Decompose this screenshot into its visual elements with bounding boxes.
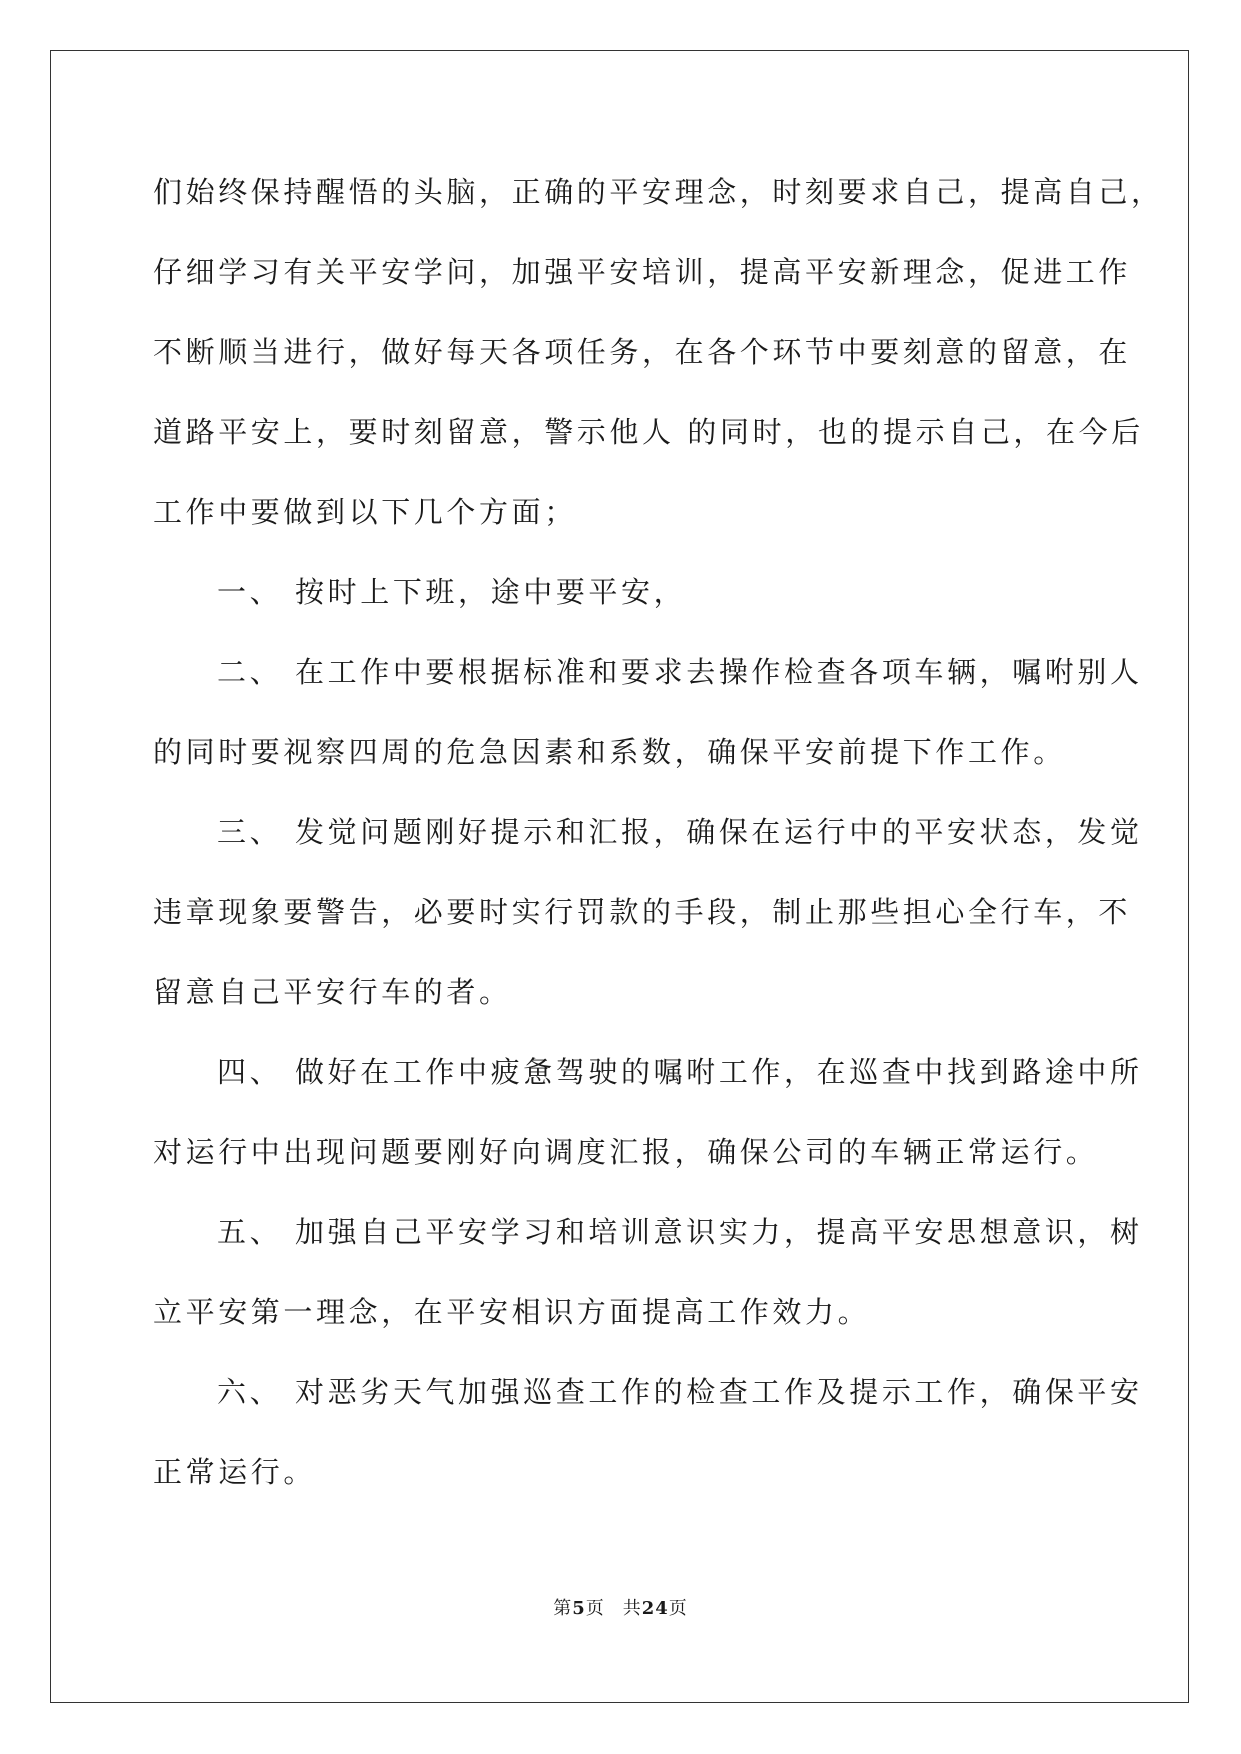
page-number: 5 bbox=[572, 1598, 586, 1619]
total-pages: 24 bbox=[641, 1598, 669, 1619]
list-item-1: 一、 按时上下班，途中要平安， bbox=[217, 575, 687, 609]
total-prefix: 共 bbox=[622, 1598, 642, 1619]
page-prefix: 第 bbox=[553, 1598, 573, 1619]
page-suffix: 页 bbox=[585, 1598, 605, 1619]
list-item-2: 二、 在工作中要根据标准和要求去操作检查各项车辆，嘱咐别人 bbox=[217, 655, 1143, 689]
list-item-3: 三、 发觉问题刚好提示和汇报，确保在运行中的平安状态，发觉 bbox=[217, 815, 1143, 849]
text-line: 仔细学习有关平安学问，加强平安培训，提高平安新理念，促进工作 bbox=[153, 255, 1132, 289]
list-item-6: 六、 对恶劣天气加强巡查工作的检查工作及提示工作，确保平安 bbox=[217, 1375, 1143, 1409]
text-line: 不断顺当进行，做好每天各项任务，在各个环节中要刻意的留意，在 bbox=[153, 335, 1132, 369]
text-line: 工作中要做到以下几个方面； bbox=[153, 495, 577, 529]
list-item-5: 五、 加强自己平安学习和培训意识实力，提高平安思想意识，树 bbox=[217, 1215, 1143, 1249]
total-suffix: 页 bbox=[668, 1598, 688, 1619]
text-line: 道路平安上，要时刻留意，警示他人 的同时，也的提示自己，在今后 bbox=[153, 415, 1144, 449]
page-footer bbox=[0, 1594, 1241, 1620]
text-line: 立平安第一理念，在平安相识方面提高工作效力。 bbox=[153, 1295, 871, 1329]
text-line: 违章现象要警告，必要时实行罚款的手段，制止那些担心全行车，不 bbox=[153, 895, 1132, 929]
list-item-4: 四、 做好在工作中疲惫驾驶的嘱咐工作，在巡查中找到路途中所 bbox=[217, 1055, 1143, 1089]
text-line: 留意自己平安行车的者。 bbox=[153, 975, 512, 1009]
text-line: 对运行中出现问题要刚好向调度汇报，确保公司的车辆正常运行。 bbox=[153, 1135, 1099, 1169]
text-line: 的同时要视察四周的危急因素和系数，确保平安前提下作工作。 bbox=[153, 735, 1066, 769]
text-line: 们始终保持醒悟的头脑，正确的平安理念，时刻要求自己，提高自己， bbox=[153, 175, 1164, 209]
document-body bbox=[153, 152, 1164, 1512]
text-line: 正常运行。 bbox=[153, 1455, 317, 1489]
